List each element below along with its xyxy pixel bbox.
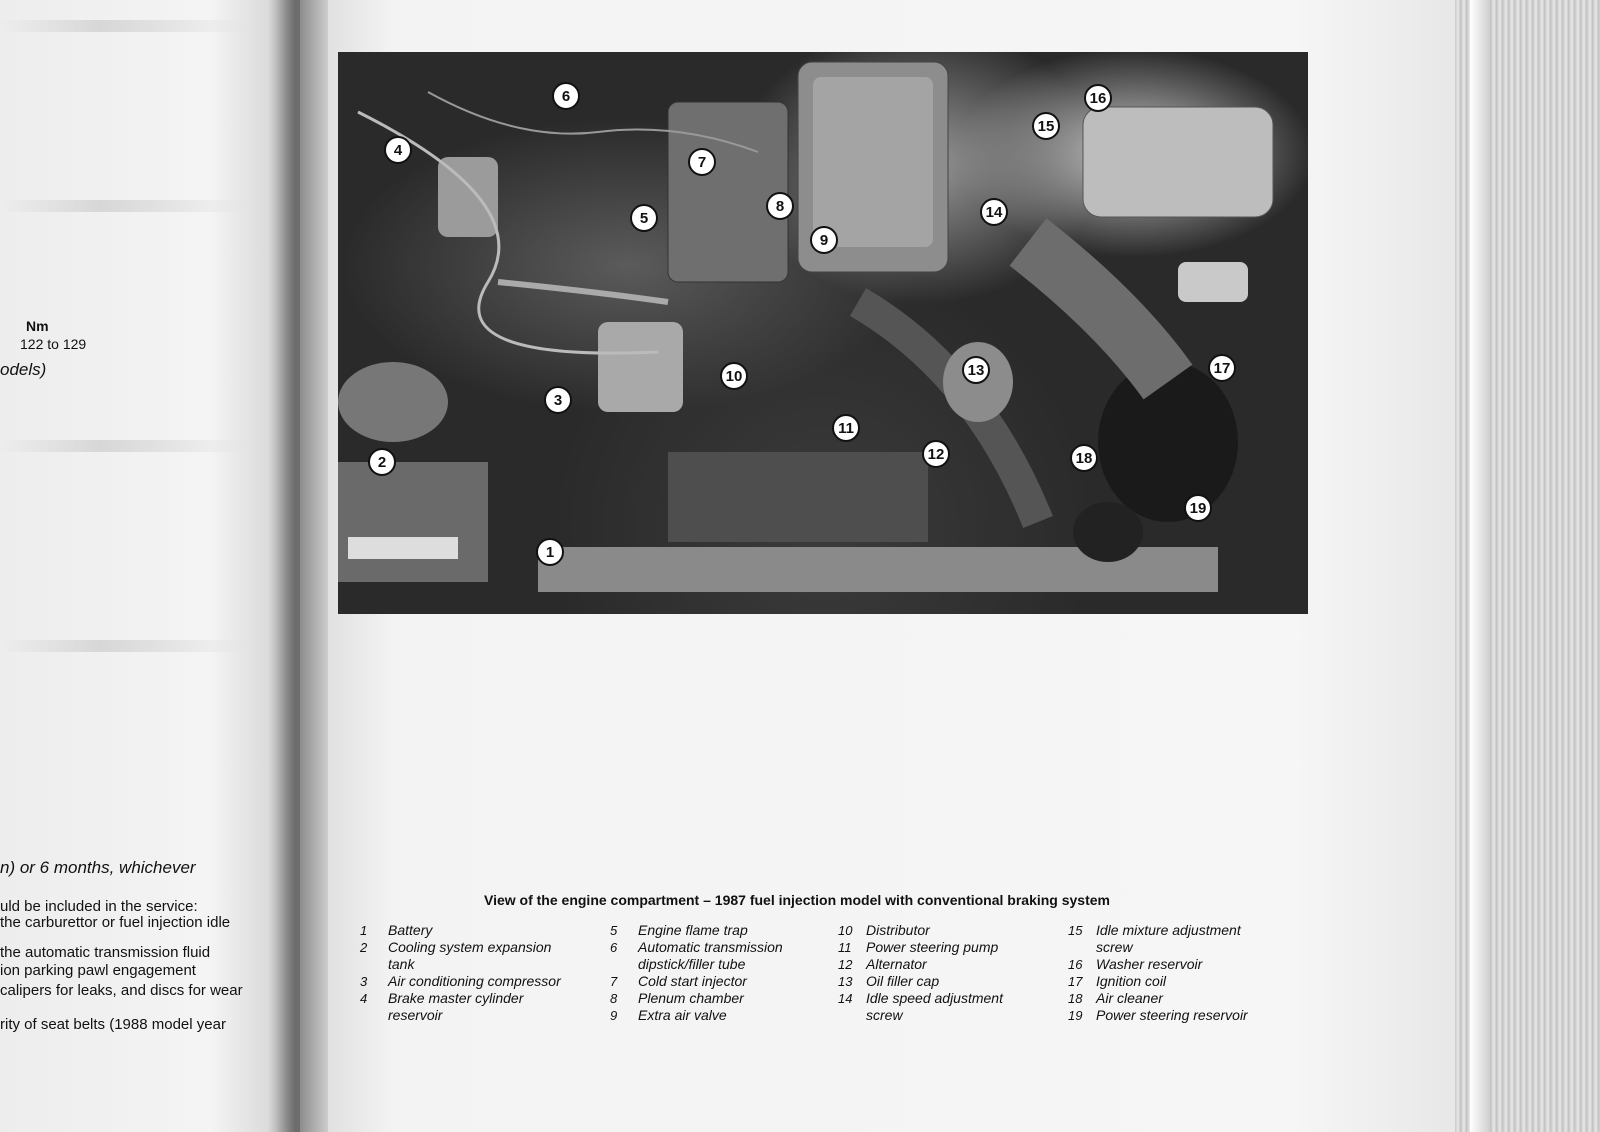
callout-marker: 11 [832, 414, 860, 442]
legend-item: 19 Power steering reservoir [1068, 1007, 1248, 1023]
service-line: ion parking pawl engagement [0, 962, 196, 979]
callout-marker: 18 [1070, 444, 1098, 472]
callout-marker: 9 [810, 226, 838, 254]
engine-compartment-photo [338, 52, 1308, 614]
legend-item: 12 Alternator [838, 956, 927, 972]
legend-item: 18 Air cleaner [1068, 990, 1163, 1006]
service-line: the carburettor or fuel injection idle [0, 914, 231, 931]
torque-value: 122 to 129 [20, 336, 87, 352]
callout-marker: 4 [384, 136, 412, 164]
legend-item: 11 Power steering pump [838, 939, 999, 955]
legend-item: 1 Battery [360, 922, 433, 938]
callout-marker: 7 [688, 148, 716, 176]
callout-marker: 8 [766, 192, 794, 220]
legend-item: 8 Plenum chamber [610, 990, 744, 1006]
service-line: calipers for leaks, and discs for wear [0, 982, 243, 999]
callout-marker: 16 [1084, 84, 1112, 112]
legend-column [610, 922, 828, 1024]
legend-item: 17 Ignition coil [1068, 973, 1167, 989]
legend-item: 6 Automatic transmission dipstick/filler tube [610, 939, 783, 972]
legend-item: 15 Idle mixture adjustment screw [1068, 922, 1241, 955]
service-line: the automatic transmission fluid [0, 944, 211, 961]
service-line: rity of seat belts (1988 model year [0, 1016, 226, 1033]
callout-marker: 14 [980, 198, 1008, 226]
legend-column [838, 922, 1056, 1024]
legend-item: 16 Washer reservoir [1068, 956, 1203, 972]
legend-item: 3 Air conditioning compressor [360, 973, 561, 989]
legend-column [1068, 922, 1286, 1024]
callout-marker: 5 [630, 204, 658, 232]
models-fragment: odels) [0, 360, 47, 379]
callout-marker: 6 [552, 82, 580, 110]
service-line: uld be included in the service: [0, 898, 198, 915]
nm-label: Nm [26, 318, 49, 334]
legend-item: 2 Cooling system expansion tank [360, 939, 552, 972]
callout-marker: 2 [368, 448, 396, 476]
callout-marker: 3 [544, 386, 572, 414]
legend-item: 13 Oil filler cap [838, 973, 940, 989]
figure-caption: View of the engine compartment – 1987 fuel injection model with conventional braking system [484, 892, 1110, 908]
callout-marker: 12 [922, 440, 950, 468]
legend-column [360, 922, 578, 1024]
legend-item: 9 Extra air valve [610, 1007, 727, 1023]
legend-item: 14 Idle speed adjustment screw [838, 990, 1003, 1023]
callout-marker: 10 [720, 362, 748, 390]
callout-marker: 19 [1184, 494, 1212, 522]
legend-item: 7 Cold start injector [610, 973, 747, 989]
legend-item: 10 Distributor [838, 922, 930, 938]
legend-item: 5 Engine flame trap [610, 922, 748, 938]
callout-marker: 13 [962, 356, 990, 384]
callout-marker: 17 [1208, 354, 1236, 382]
legend-item: 4 Brake master cylinder reservoir [360, 990, 524, 1023]
callout-marker: 15 [1032, 112, 1060, 140]
callout-marker: 1 [536, 538, 564, 566]
interval-fragment: n) or 6 months, whichever [0, 858, 196, 877]
book-gutter [268, 0, 328, 1132]
engine-illustration [338, 52, 1308, 614]
